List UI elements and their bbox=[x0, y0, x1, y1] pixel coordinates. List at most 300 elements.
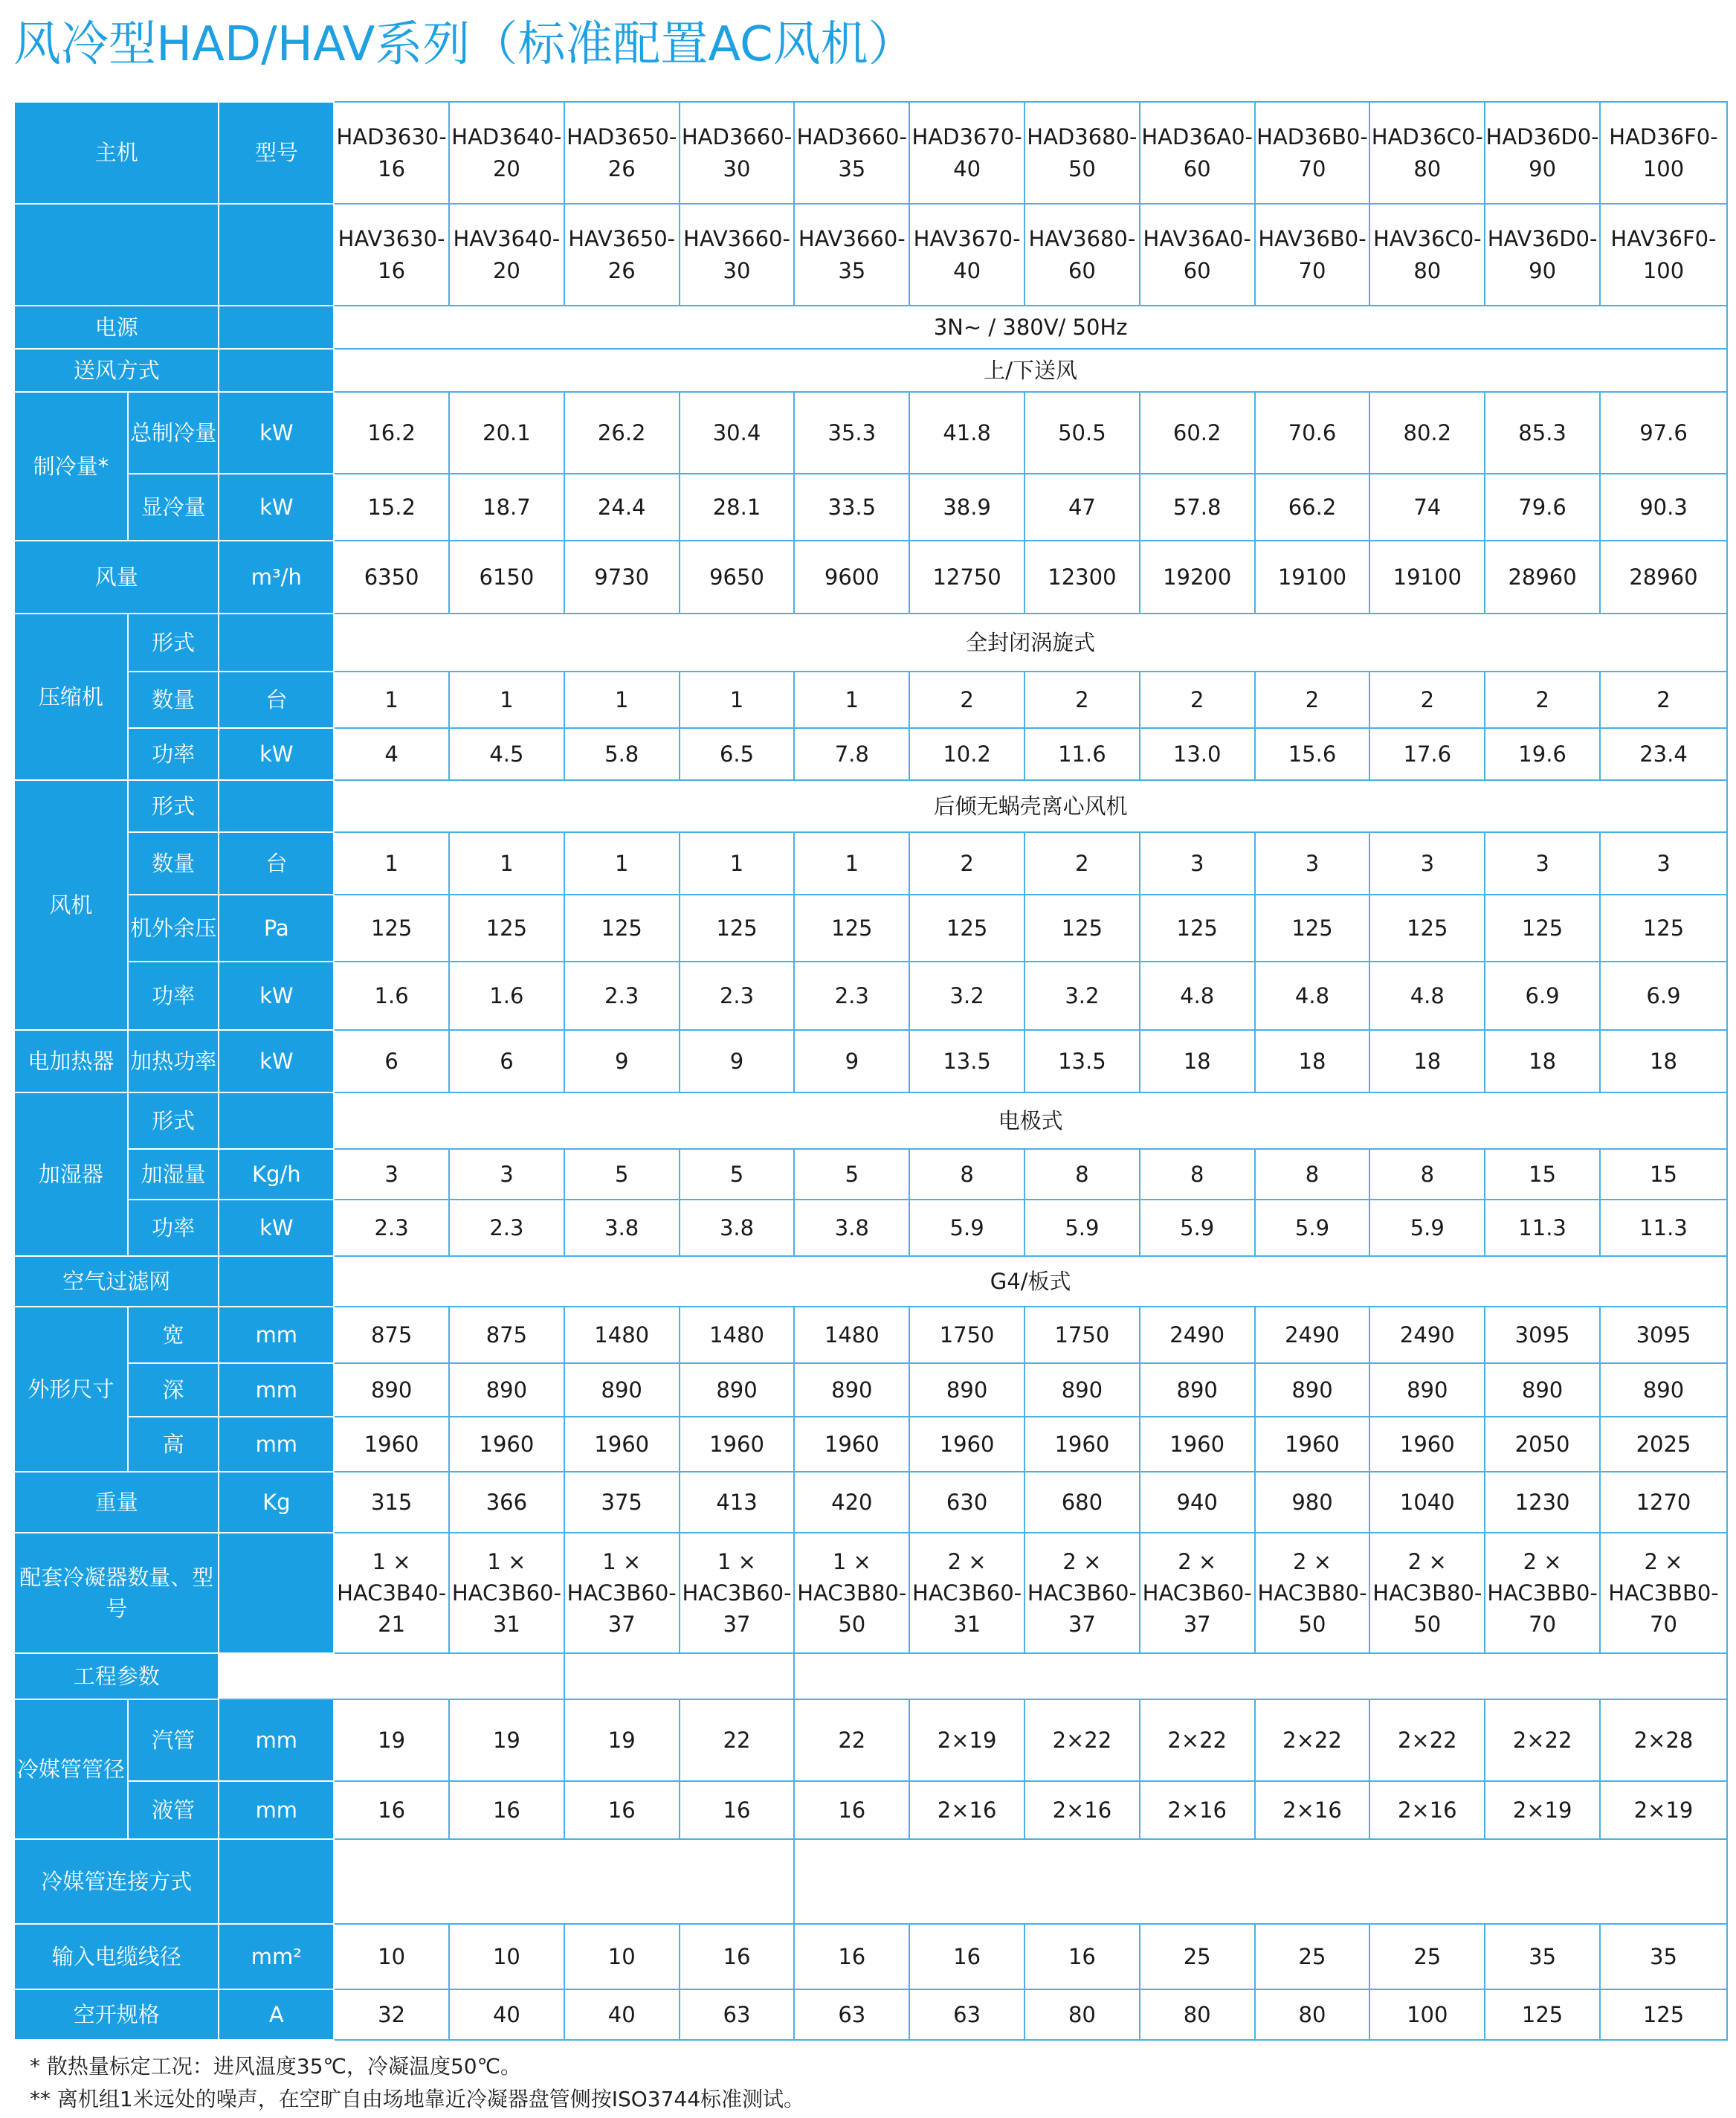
label-supply-mode: 送风方式 bbox=[14, 349, 219, 392]
cell-airflow: 12750 bbox=[909, 541, 1025, 614]
unit-mm: mm bbox=[219, 1417, 334, 1472]
cell-fan-power: 2.3 bbox=[564, 962, 680, 1030]
cell-fan-qty: 1 bbox=[334, 832, 449, 895]
cell-depth: 890 bbox=[1255, 1363, 1370, 1417]
cell-condenser: 1 × HAC3B40-21 bbox=[334, 1533, 449, 1653]
cell-height: 1960 bbox=[1369, 1417, 1485, 1472]
cell-fan-qty: 3 bbox=[1485, 832, 1600, 895]
cell-depth: 890 bbox=[1140, 1363, 1255, 1417]
cell-fan-power: 3.2 bbox=[1025, 962, 1140, 1030]
header-blank bbox=[219, 1256, 334, 1307]
unit-a: A bbox=[219, 1989, 334, 2040]
row-liquid-pipe bbox=[14, 1781, 1727, 1839]
cell-gas-pipe: 22 bbox=[794, 1699, 909, 1781]
unit-mm: mm bbox=[219, 1307, 334, 1363]
cell-humid-amount: 8 bbox=[909, 1149, 1025, 1200]
label-humid-amount: 加湿量 bbox=[128, 1149, 219, 1200]
cell-fan-qty: 1 bbox=[449, 832, 564, 895]
label-condenser: 配套冷凝器数量、型号 bbox=[14, 1533, 219, 1653]
cell-cable: 35 bbox=[1485, 1924, 1600, 1989]
cell-total-cooling: 97.6 bbox=[1600, 392, 1727, 474]
unit-kg: Kg bbox=[219, 1472, 334, 1533]
cell-airflow: 19100 bbox=[1255, 541, 1370, 614]
cell-comp-power: 17.6 bbox=[1369, 728, 1485, 780]
cell-cable: 16 bbox=[680, 1924, 795, 1989]
cell-width: 2490 bbox=[1140, 1307, 1255, 1363]
cell-sensible-cooling: 47 bbox=[1025, 474, 1140, 541]
unit-tai: 台 bbox=[219, 672, 334, 728]
cell-fan-qty: 2 bbox=[1025, 832, 1140, 895]
cell-fan-power: 3.2 bbox=[909, 962, 1025, 1030]
cell-breaker: 40 bbox=[564, 1989, 680, 2040]
label-airflow: 风量 bbox=[14, 541, 219, 614]
cell-fan-esp: 125 bbox=[1140, 895, 1255, 962]
cell-cable: 25 bbox=[1255, 1924, 1370, 1989]
cell-total-cooling: 41.8 bbox=[909, 392, 1025, 474]
cell-weight: 1270 bbox=[1600, 1472, 1727, 1533]
label-depth: 深 bbox=[128, 1363, 219, 1417]
cell-fan-power: 1.6 bbox=[449, 962, 564, 1030]
cell-gas-pipe: 19 bbox=[334, 1699, 449, 1781]
cell-airflow: 9600 bbox=[794, 541, 909, 614]
row-supply-mode bbox=[14, 349, 1727, 392]
cell-sensible-cooling: 57.8 bbox=[1140, 474, 1255, 541]
cell-liquid-pipe: 16 bbox=[794, 1781, 909, 1839]
label-form: 形式 bbox=[128, 1092, 219, 1149]
cell-depth: 890 bbox=[1485, 1363, 1600, 1417]
cell-sensible-cooling: 33.5 bbox=[794, 474, 909, 541]
row-breaker bbox=[14, 1989, 1727, 2040]
cell-humid-amount: 5 bbox=[564, 1149, 680, 1200]
cell-had-model: HAD3650-26 bbox=[564, 102, 680, 204]
unit-mm: mm bbox=[219, 1699, 334, 1781]
cell-height: 1960 bbox=[1255, 1417, 1370, 1472]
cell-comp-qty: 2 bbox=[1140, 672, 1255, 728]
unit-mm2: mm² bbox=[219, 1924, 334, 1989]
cell-condenser: 2 × HAC3B60-31 bbox=[909, 1533, 1025, 1653]
row-humid-form bbox=[14, 1092, 1727, 1149]
header-blank bbox=[219, 1092, 334, 1149]
cell-comp-power: 6.5 bbox=[680, 728, 795, 780]
cell-fan-qty: 3 bbox=[1600, 832, 1727, 895]
header-blank bbox=[219, 204, 334, 306]
cell-liquid-pipe: 2×19 bbox=[1485, 1781, 1600, 1839]
cell-cable: 10 bbox=[334, 1924, 449, 1989]
cell-sensible-cooling: 28.1 bbox=[680, 474, 795, 541]
cell-hav-model: HAV36A0-60 bbox=[1140, 204, 1255, 306]
cell-fan-esp: 125 bbox=[909, 895, 1025, 962]
cell-depth: 890 bbox=[794, 1363, 909, 1417]
cell-humid-power: 2.3 bbox=[334, 1200, 449, 1256]
label-breaker: 空开规格 bbox=[14, 1989, 219, 2040]
unit-m3h: m³/h bbox=[219, 541, 334, 614]
cell-blank bbox=[794, 1839, 1727, 1924]
cell-gas-pipe: 2×22 bbox=[1485, 1699, 1600, 1781]
label-host: 主机 bbox=[14, 102, 219, 204]
cell-breaker: 100 bbox=[1369, 1989, 1485, 2040]
cell-comp-qty: 2 bbox=[1369, 672, 1485, 728]
cell-hav-model: HAV3660-35 bbox=[794, 204, 909, 306]
cell-comp-power: 10.2 bbox=[909, 728, 1025, 780]
header-blank bbox=[219, 306, 334, 349]
row-humid-power bbox=[14, 1200, 1727, 1256]
cell-height: 1960 bbox=[1140, 1417, 1255, 1472]
cell-condenser: 1 × HAC3B60-37 bbox=[680, 1533, 795, 1653]
cell-sensible-cooling: 38.9 bbox=[909, 474, 1025, 541]
label-power: 功率 bbox=[128, 728, 219, 780]
cell-depth: 890 bbox=[1369, 1363, 1485, 1417]
label-fan: 风机 bbox=[14, 780, 128, 1030]
cell-humid-amount: 8 bbox=[1255, 1149, 1370, 1200]
cell-had-model: HAD3660-35 bbox=[794, 102, 909, 204]
cell-width: 3095 bbox=[1485, 1307, 1600, 1363]
cell-depth: 890 bbox=[909, 1363, 1025, 1417]
cell-gas-pipe: 2×22 bbox=[1025, 1699, 1140, 1781]
cell-height: 1960 bbox=[794, 1417, 909, 1472]
cell-weight: 375 bbox=[564, 1472, 680, 1533]
row-weight bbox=[14, 1472, 1727, 1533]
cell-humid-amount: 8 bbox=[1140, 1149, 1255, 1200]
cell-total-cooling: 26.2 bbox=[564, 392, 680, 474]
cell-weight: 1230 bbox=[1485, 1472, 1600, 1533]
label-power-supply: 电源 bbox=[14, 306, 219, 349]
cell-fan-qty: 3 bbox=[1140, 832, 1255, 895]
cell-comp-power: 23.4 bbox=[1600, 728, 1727, 780]
label-sensible-cooling: 显冷量 bbox=[128, 474, 219, 541]
cell-heater-power: 13.5 bbox=[909, 1030, 1025, 1092]
cell-fan-esp: 125 bbox=[1485, 895, 1600, 962]
unit-kw: kW bbox=[219, 1030, 334, 1092]
cell-had-model: HAD3640-20 bbox=[449, 102, 564, 204]
cell-blank bbox=[334, 1839, 794, 1924]
cell-width: 3095 bbox=[1600, 1307, 1727, 1363]
cell-height: 1960 bbox=[909, 1417, 1025, 1472]
cell-humid-power: 3.8 bbox=[794, 1200, 909, 1256]
cell-filter: G4/板式 bbox=[334, 1256, 1727, 1307]
cell-heater-power: 9 bbox=[680, 1030, 795, 1092]
cell-weight: 420 bbox=[794, 1472, 909, 1533]
cell-condenser: 1 × HAC3B80-50 bbox=[794, 1533, 909, 1653]
cell-liquid-pipe: 2×16 bbox=[1255, 1781, 1370, 1839]
row-height bbox=[14, 1417, 1727, 1472]
cell-sensible-cooling: 74 bbox=[1369, 474, 1485, 541]
cell-total-cooling: 20.1 bbox=[449, 392, 564, 474]
cell-total-cooling: 16.2 bbox=[334, 392, 449, 474]
cell-humid-amount: 3 bbox=[334, 1149, 449, 1200]
label-heater: 电加热器 bbox=[14, 1030, 128, 1092]
cell-heater-power: 18 bbox=[1485, 1030, 1600, 1092]
cell-cable: 10 bbox=[449, 1924, 564, 1989]
cell-gas-pipe: 19 bbox=[564, 1699, 680, 1781]
cell-height: 2050 bbox=[1485, 1417, 1600, 1472]
label-total-cooling: 总制冷量 bbox=[128, 392, 219, 474]
unit-kw: kW bbox=[219, 962, 334, 1030]
cell-weight: 630 bbox=[909, 1472, 1025, 1533]
cell-height: 1960 bbox=[449, 1417, 564, 1472]
cell-weight: 680 bbox=[1025, 1472, 1140, 1533]
cell-gas-pipe: 22 bbox=[680, 1699, 795, 1781]
row-pipe-connection bbox=[14, 1839, 1727, 1924]
cell-width: 1750 bbox=[1025, 1307, 1140, 1363]
cell-hav-model: HAV3660-30 bbox=[680, 204, 795, 306]
cell-fan-esp: 125 bbox=[1369, 895, 1485, 962]
cell-condenser: 1 × HAC3B60-37 bbox=[564, 1533, 680, 1653]
cell-airflow: 9730 bbox=[564, 541, 680, 614]
cell-depth: 890 bbox=[449, 1363, 564, 1417]
cell-humid-power: 5.9 bbox=[1140, 1200, 1255, 1256]
row-sensible-cooling bbox=[14, 474, 1727, 541]
cell-blank bbox=[219, 1653, 564, 1699]
header-blank bbox=[14, 204, 219, 306]
label-gas-pipe: 汽管 bbox=[128, 1699, 219, 1781]
cell-hav-model: HAV3640-20 bbox=[449, 204, 564, 306]
cell-breaker: 63 bbox=[680, 1989, 795, 2040]
unit-mm: mm bbox=[219, 1781, 334, 1839]
label-form: 形式 bbox=[128, 614, 219, 672]
cell-condenser: 2 × HAC3BB0-70 bbox=[1485, 1533, 1600, 1653]
cell-fan-esp: 125 bbox=[1600, 895, 1727, 962]
unit-kgh: Kg/h bbox=[219, 1149, 334, 1200]
cell-comp-qty: 2 bbox=[1600, 672, 1727, 728]
label-quantity: 数量 bbox=[128, 672, 219, 728]
cell-depth: 890 bbox=[564, 1363, 680, 1417]
cell-condenser: 2 × HAC3B60-37 bbox=[1140, 1533, 1255, 1653]
cell-comp-power: 4.5 bbox=[449, 728, 564, 780]
cell-gas-pipe: 2×22 bbox=[1140, 1699, 1255, 1781]
cell-humid-power: 3.8 bbox=[680, 1200, 795, 1256]
cell-total-cooling: 70.6 bbox=[1255, 392, 1370, 474]
cell-hav-model: HAV3630-16 bbox=[334, 204, 449, 306]
cell-breaker: 63 bbox=[909, 1989, 1025, 2040]
label-power: 功率 bbox=[128, 962, 219, 1030]
cell-fan-power: 1.6 bbox=[334, 962, 449, 1030]
cell-liquid-pipe: 2×16 bbox=[1140, 1781, 1255, 1839]
label-power: 功率 bbox=[128, 1200, 219, 1256]
unit-kw: kW bbox=[219, 728, 334, 780]
cell-heater-power: 18 bbox=[1140, 1030, 1255, 1092]
cell-airflow: 19100 bbox=[1369, 541, 1485, 614]
cell-hav-model: HAV36C0-80 bbox=[1369, 204, 1485, 306]
cell-width: 1480 bbox=[680, 1307, 795, 1363]
cell-airflow: 12300 bbox=[1025, 541, 1140, 614]
row-fan-esp bbox=[14, 895, 1727, 962]
label-engineering: 工程参数 bbox=[14, 1653, 219, 1699]
cell-blank bbox=[794, 1653, 1727, 1699]
cell-humid-power: 3.8 bbox=[564, 1200, 680, 1256]
cell-fan-esp: 125 bbox=[334, 895, 449, 962]
cell-total-cooling: 60.2 bbox=[1140, 392, 1255, 474]
cell-weight: 980 bbox=[1255, 1472, 1370, 1533]
cell-sensible-cooling: 79.6 bbox=[1485, 474, 1600, 541]
label-cooling: 制冷量* bbox=[14, 392, 128, 541]
cell-width: 875 bbox=[334, 1307, 449, 1363]
unit-kw: kW bbox=[219, 392, 334, 474]
cell-humid-amount: 8 bbox=[1369, 1149, 1485, 1200]
label-width: 宽 bbox=[128, 1307, 219, 1363]
cell-power-supply: 3N~ / 380V/ 50Hz bbox=[334, 306, 1727, 349]
cell-fan-qty: 3 bbox=[1255, 832, 1370, 895]
cell-comp-power: 4 bbox=[334, 728, 449, 780]
cell-comp-qty: 1 bbox=[449, 672, 564, 728]
cell-gas-pipe: 2×28 bbox=[1600, 1699, 1727, 1781]
cell-had-model: HAD3670-40 bbox=[909, 102, 1025, 204]
footnote: ** 离机组1米远处的噪声，在空旷自由场地靠近冷凝器盘管侧按ISO3744标准测试。 bbox=[30, 2087, 805, 2111]
header-blank bbox=[219, 349, 334, 392]
cell-width: 2490 bbox=[1255, 1307, 1370, 1363]
cell-liquid-pipe: 16 bbox=[334, 1781, 449, 1839]
cell-fan-power: 2.3 bbox=[794, 962, 909, 1030]
cell-width: 2490 bbox=[1369, 1307, 1485, 1363]
label-weight: 重量 bbox=[14, 1472, 219, 1533]
cell-width: 1480 bbox=[794, 1307, 909, 1363]
cell-airflow: 28960 bbox=[1600, 541, 1727, 614]
cell-gas-pipe: 2×22 bbox=[1255, 1699, 1370, 1781]
cell-breaker: 80 bbox=[1025, 1989, 1140, 2040]
cell-sensible-cooling: 90.3 bbox=[1600, 474, 1727, 541]
cell-fan-qty: 2 bbox=[909, 832, 1025, 895]
cell-comp-qty: 2 bbox=[1255, 672, 1370, 728]
unit-tai: 台 bbox=[219, 832, 334, 895]
cell-height: 1960 bbox=[564, 1417, 680, 1472]
cell-humid-amount: 3 bbox=[449, 1149, 564, 1200]
cell-supply-mode: 上/下送风 bbox=[334, 349, 1727, 392]
row-engineering bbox=[14, 1653, 1727, 1699]
cell-height: 1960 bbox=[334, 1417, 449, 1472]
label-compressor: 压缩机 bbox=[14, 614, 128, 780]
cell-breaker: 40 bbox=[449, 1989, 564, 2040]
cell-had-model: HAD3660-30 bbox=[680, 102, 795, 204]
cell-comp-power: 15.6 bbox=[1255, 728, 1370, 780]
cell-humid-amount: 15 bbox=[1600, 1149, 1727, 1200]
cell-breaker: 125 bbox=[1485, 1989, 1600, 2040]
cell-breaker: 32 bbox=[334, 1989, 449, 2040]
cell-had-model: HAD36A0-60 bbox=[1140, 102, 1255, 204]
cell-sensible-cooling: 15.2 bbox=[334, 474, 449, 541]
cell-had-model: HAD36B0-70 bbox=[1255, 102, 1370, 204]
cell-had-model: HAD36F0-100 bbox=[1600, 102, 1727, 204]
cell-airflow: 6350 bbox=[334, 541, 449, 614]
cell-blank bbox=[564, 1653, 795, 1699]
label-form: 形式 bbox=[128, 780, 219, 832]
cell-airflow: 9650 bbox=[680, 541, 795, 614]
cell-condenser: 2 × HAC3BB0-70 bbox=[1600, 1533, 1727, 1653]
cell-condenser: 2 × HAC3B80-50 bbox=[1369, 1533, 1485, 1653]
label-cable: 输入电缆线径 bbox=[14, 1924, 219, 1989]
cell-had-model: HAD3680-50 bbox=[1025, 102, 1140, 204]
page-title: 风冷型HAD/HAV系列（标准配置AC风机） bbox=[13, 17, 916, 72]
row-power-supply bbox=[14, 306, 1727, 349]
cell-height: 1960 bbox=[1025, 1417, 1140, 1472]
cell-hav-model: HAV3650-26 bbox=[564, 204, 680, 306]
cell-liquid-pipe: 16 bbox=[564, 1781, 680, 1839]
cell-hav-model: HAV3670-40 bbox=[909, 204, 1025, 306]
cell-height: 1960 bbox=[680, 1417, 795, 1472]
row-filter bbox=[14, 1256, 1727, 1307]
cell-comp-power: 5.8 bbox=[564, 728, 680, 780]
label-pipe: 冷媒管管径 bbox=[14, 1699, 128, 1839]
cell-cable: 35 bbox=[1600, 1924, 1727, 1989]
cell-airflow: 6150 bbox=[449, 541, 564, 614]
cell-fan-esp: 125 bbox=[1025, 895, 1140, 962]
cell-fan-qty: 3 bbox=[1369, 832, 1485, 895]
label-humidifier: 加湿器 bbox=[14, 1092, 128, 1256]
cell-sensible-cooling: 24.4 bbox=[564, 474, 680, 541]
cell-fan-power: 2.3 bbox=[680, 962, 795, 1030]
cell-humid-amount: 5 bbox=[794, 1149, 909, 1200]
unit-pa: Pa bbox=[219, 895, 334, 962]
cell-airflow: 19200 bbox=[1140, 541, 1255, 614]
cell-cable: 25 bbox=[1140, 1924, 1255, 1989]
label-pipe-connection: 冷媒管连接方式 bbox=[14, 1839, 219, 1924]
label-dimensions: 外形尺寸 bbox=[14, 1307, 128, 1472]
cell-heater-power: 9 bbox=[564, 1030, 680, 1092]
cell-width: 875 bbox=[449, 1307, 564, 1363]
cell-depth: 890 bbox=[1025, 1363, 1140, 1417]
cell-liquid-pipe: 2×19 bbox=[1600, 1781, 1727, 1839]
header-blank bbox=[219, 614, 334, 672]
cell-cable: 10 bbox=[564, 1924, 680, 1989]
cell-fan-power: 4.8 bbox=[1255, 962, 1370, 1030]
cell-comp-qty: 1 bbox=[334, 672, 449, 728]
cell-comp-power: 11.6 bbox=[1025, 728, 1140, 780]
label-esp: 机外余压 bbox=[128, 895, 219, 962]
label-height: 高 bbox=[128, 1417, 219, 1472]
cell-heater-power: 18 bbox=[1600, 1030, 1727, 1092]
header-blank bbox=[219, 780, 334, 832]
cell-weight: 413 bbox=[680, 1472, 795, 1533]
cell-sensible-cooling: 66.2 bbox=[1255, 474, 1370, 541]
row-compressor-qty bbox=[14, 672, 1727, 728]
cell-comp-qty: 2 bbox=[1025, 672, 1140, 728]
row-gas-pipe bbox=[14, 1699, 1727, 1781]
cell-had-model: HAD36D0-90 bbox=[1485, 102, 1600, 204]
cell-depth: 890 bbox=[1600, 1363, 1727, 1417]
cell-fan-qty: 1 bbox=[680, 832, 795, 895]
unit-kw: kW bbox=[219, 1200, 334, 1256]
spec-table bbox=[13, 101, 1728, 2041]
cell-heater-power: 6 bbox=[334, 1030, 449, 1092]
cell-depth: 890 bbox=[334, 1363, 449, 1417]
cell-humid-amount: 15 bbox=[1485, 1149, 1600, 1200]
cell-comp-qty: 1 bbox=[680, 672, 795, 728]
cell-fan-form: 后倾无蜗壳离心风机 bbox=[334, 780, 1727, 832]
row-humid-amount bbox=[14, 1149, 1727, 1200]
cell-condenser: 2 × HAC3B80-50 bbox=[1255, 1533, 1370, 1653]
cell-comp-qty: 1 bbox=[794, 672, 909, 728]
cell-total-cooling: 35.3 bbox=[794, 392, 909, 474]
cell-fan-esp: 125 bbox=[794, 895, 909, 962]
cell-liquid-pipe: 2×16 bbox=[1369, 1781, 1485, 1839]
cell-cable: 16 bbox=[1025, 1924, 1140, 1989]
cell-gas-pipe: 2×22 bbox=[1369, 1699, 1485, 1781]
cell-weight: 940 bbox=[1140, 1472, 1255, 1533]
cell-liquid-pipe: 16 bbox=[449, 1781, 564, 1839]
row-condenser bbox=[14, 1533, 1727, 1653]
cell-breaker: 80 bbox=[1255, 1989, 1370, 2040]
label-model: 型号 bbox=[219, 102, 334, 204]
cell-height: 2025 bbox=[1600, 1417, 1727, 1472]
cell-humid-power: 11.3 bbox=[1600, 1200, 1727, 1256]
label-heating-power: 加热功率 bbox=[128, 1030, 219, 1092]
cell-condenser: 2 × HAC3B60-37 bbox=[1025, 1533, 1140, 1653]
cell-fan-esp: 125 bbox=[564, 895, 680, 962]
footnote: * 散热量标定工况：进风温度35℃，冷凝温度50℃。 bbox=[30, 2054, 522, 2079]
cell-fan-esp: 125 bbox=[680, 895, 795, 962]
cell-cable: 16 bbox=[794, 1924, 909, 1989]
cell-hav-model: HAV36F0-100 bbox=[1600, 204, 1727, 306]
cell-hav-model: HAV3680-60 bbox=[1025, 204, 1140, 306]
label-quantity: 数量 bbox=[128, 832, 219, 895]
